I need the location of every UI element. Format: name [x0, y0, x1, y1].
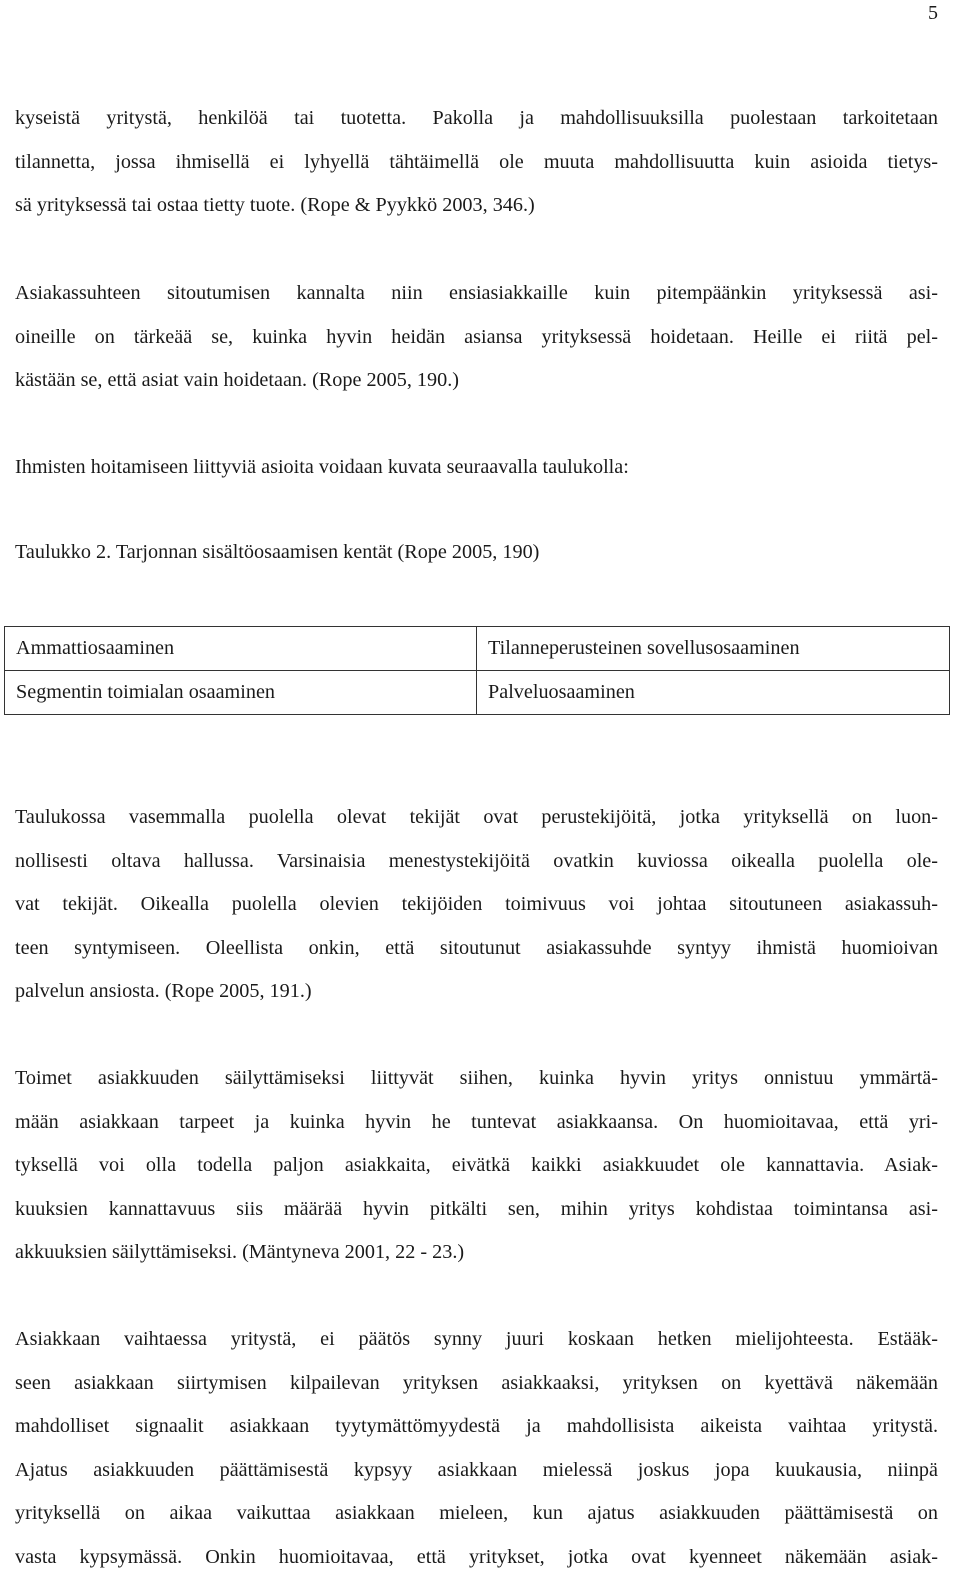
paragraph-line: palvelun ansiosta. (Rope 2005, 191.) — [15, 980, 312, 1002]
intro-sentence: Ihmisten hoitamiseen liittyviä asioita voidaan kuvata seuraavalla taulukolla: — [15, 456, 629, 478]
paragraph-2 — [15, 272, 938, 403]
paragraph-line: kästään se, että asiat vain hoidetaan. (Rope 2005, 190.) — [15, 369, 459, 391]
paragraph-line: oineille on tärkeää se, kuinka hyvin heidän asiansa yrityksessä hoidetaan. Heille ei riitä pel- — [15, 325, 938, 348]
page-number: 5 — [928, 2, 938, 24]
table-cell: Ammattiosaaminen — [5, 627, 477, 671]
paragraph-line: yrityksellä on aikaa vaikuttaa asiakkaan mieleen, kun ajatus asiakkuuden päättämisestä on — [15, 1502, 938, 1524]
paragraph-line: Taulukossa vasemmalla puolella olevat tekijät ovat perustekijöitä, jotka yrityksellä on luon- — [15, 806, 938, 828]
content-table — [4, 626, 950, 715]
paragraph-line: akkuuksien säilyttämiseksi. (Mäntyneva 2001, 22 - 23.) — [15, 1241, 465, 1263]
paragraph-line: Ajatus asiakkuuden päättämisestä kypsyy asiakkaan mielessä joskus jopa kuukausia, niinpä — [15, 1458, 938, 1481]
paragraph-5 — [15, 1318, 938, 1579]
paragraph-line: kyseistä yritystä, henkilöä tai tuotetta. Pakolla ja mahdollisuuksilla puolestaan tarkoitetaan — [15, 107, 938, 129]
table-row — [5, 671, 950, 715]
paragraph-line: vat tekijät. Oikealla puolella olevien tekijöiden toimivuus voi johtaa sitoutuneen asiakassuh- — [15, 893, 938, 915]
table-row — [5, 627, 950, 671]
paragraph-line: tyksellä voi olla todella paljon asiakkaita, eivätkä kaikki asiakkuudet ole kannattavia. Asiak- — [15, 1154, 938, 1176]
table-cell: Palveluosaaminen — [477, 671, 950, 715]
paragraph-line: Asiakkaan vaihtaessa yritystä, ei päätös synny juuri koskaan hetken mielijohteesta. Estääk- — [15, 1328, 938, 1350]
paragraph-line: mahdolliset signaalit asiakkaan tyytymättömyydestä ja mahdollisista aikeista vaihtaa yritystä. — [15, 1415, 938, 1437]
paragraph-line: nollisesti oltava hallussa. Varsinaisia menestystekijöitä ovatkin kuviossa oikealla puolella ole- — [15, 849, 938, 872]
paragraph-line: seen asiakkaan siirtymisen kilpailevan yrityksen asiakkaaksi, yrityksen on kyettävä näkemään — [15, 1371, 938, 1394]
paragraph-line: Toimet asiakkuuden säilyttämiseksi liittyvät siihen, kuinka hyvin yritys onnistuu ymmärtä- — [15, 1067, 938, 1089]
table-cell: Tilanneperusteinen sovellusosaaminen — [477, 627, 950, 671]
paragraph-4 — [15, 1057, 938, 1275]
paragraph-line: Asiakassuhteen sitoutumisen kannalta niin ensiasiakkaille kuin pitempäänkin yrityksessä asi- — [15, 282, 938, 304]
paragraph-1 — [15, 97, 938, 228]
paragraph-line: teen syntymiseen. Oleellista onkin, että sitoutunut asiakassuhde syntyy ihmistä huomioivan — [15, 936, 938, 959]
paragraph-line: sä yrityksessä tai ostaa tietty tuote. (Rope & Pyykkö 2003, 346.) — [15, 194, 535, 216]
paragraph-line: tilannetta, jossa ihmisellä ei lyhyellä tähtäimellä ole muuta mahdollisuutta kuin asioida tietys- — [15, 150, 938, 173]
paragraph-3 — [15, 796, 938, 1014]
paragraph-line: vasta kypsymässä. Onkin huomioitavaa, että yritykset, jotka ovat kyenneet näkemään asiak- — [15, 1545, 938, 1568]
table-caption: Taulukko 2. Tarjonnan sisältöosaamisen kentät (Rope 2005, 190) — [15, 541, 540, 563]
paragraph-line: kuuksien kannattavuus siis määrää hyvin pitkälti sen, mihin yritys kohdistaa toimintansa asi- — [15, 1197, 938, 1220]
paragraph-line: mään asiakkaan tarpeet ja kuinka hyvin he tuntevat asiakkaansa. On huomioitavaa, että yri- — [15, 1110, 938, 1133]
table-cell: Segmentin toimialan osaaminen — [5, 671, 477, 715]
